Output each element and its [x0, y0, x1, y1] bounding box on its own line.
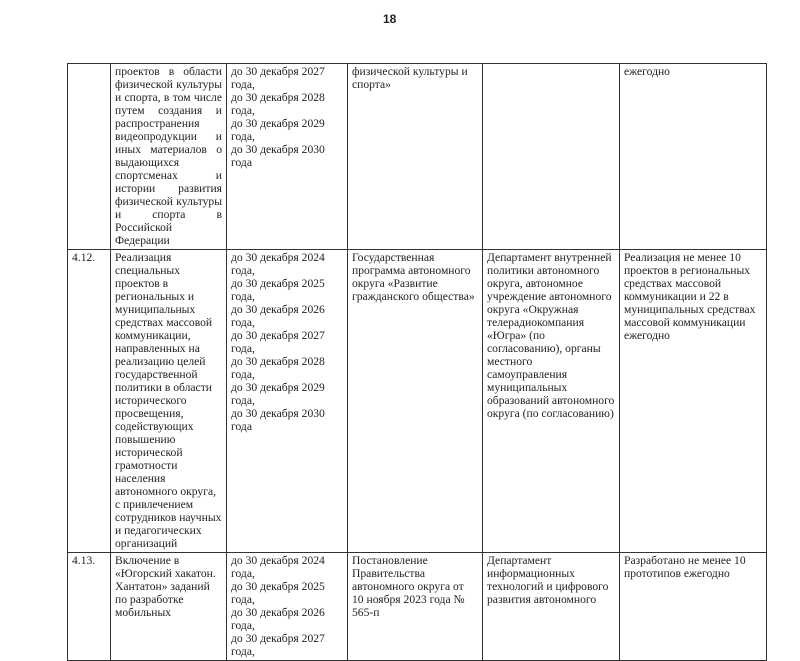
result-cell: Разработано не менее 10 прототипов ежегодно	[620, 553, 767, 661]
table-row	[68, 553, 767, 661]
deadline: до 30 декабря 2025 года,	[231, 277, 325, 303]
deadline: до 30 декабря 2024 года,	[231, 554, 325, 580]
result-cell: Реализация не менее 10 проектов в региональных средствах массовой коммуникации и 22 в муниципальных средствах массовой коммуникации ежегодно	[620, 250, 767, 553]
row-number: 4.13.	[68, 553, 111, 661]
deadline: до 30 декабря 2025 года,	[231, 580, 325, 606]
row-number: 4.12.	[68, 250, 111, 553]
deadlines-cell	[227, 553, 348, 661]
measures-table	[67, 63, 767, 661]
deadline: до 30 декабря 2030 года	[231, 407, 325, 433]
deadline: до 30 декабря 2027 года,	[231, 632, 325, 658]
deadline: до 30 декабря 2029 года,	[231, 117, 325, 143]
executors-cell: Департамент внутренней политики автономного округа, автономное учреждение автономного округа «Окружная телерадиокомпания «Югра» (по согласованию), органы местного самоуправления муниципальных образований автономного округа (по согласованию)	[483, 250, 620, 553]
deadline: до 30 декабря 2029 года,	[231, 381, 325, 407]
activity-cell: проектов в области физической культуры и спорта, в том числе путем создания и распространения видеопродукции и иных материалов о выдающихся спортсменах и истории развития физической культуры и спорта в Российской Федерации	[111, 64, 227, 250]
deadline: до 30 декабря 2026 года,	[231, 303, 325, 329]
executors-cell: Департамент информационных технологий и цифрового развития автономного	[483, 553, 620, 661]
table-row	[68, 250, 767, 553]
deadlines-cell	[227, 250, 348, 553]
table-row	[68, 64, 767, 250]
deadline: до 30 декабря 2028 года,	[231, 355, 325, 381]
deadlines-cell	[227, 64, 348, 250]
document-cell: Государственная программа автономного округа «Развитие гражданского общества»	[348, 250, 483, 553]
deadline: до 30 декабря 2027 года,	[231, 65, 325, 91]
result-cell: ежегодно	[620, 64, 767, 250]
row-number	[68, 64, 111, 250]
deadline: до 30 декабря 2024 года,	[231, 251, 325, 277]
activity-cell: Включение в «Югорский хакатон. Хантатон» заданий по разработке мобильных	[111, 553, 227, 661]
deadline: до 30 декабря 2027 года,	[231, 329, 325, 355]
deadline: до 30 декабря 2026 года,	[231, 606, 325, 632]
deadline: до 30 декабря 2030 года	[231, 143, 325, 169]
page-number: 18	[383, 12, 397, 26]
document-cell: Постановление Правительства автономного округа от 10 ноября 2023 года № 565-п	[348, 553, 483, 661]
document-cell: физической культуры и спорта»	[348, 64, 483, 250]
executors-cell	[483, 64, 620, 250]
activity-cell: Реализация специальных проектов в региональных и муниципальных средствах массовой коммуникации, направленных на реализацию целей государственной политики в области исторического просвещения, содействующих повышению исторической грамотности населения автономного округа, с привлечением сотрудников научных и педагогических организаций	[111, 250, 227, 553]
deadline: до 30 декабря 2028 года,	[231, 91, 325, 117]
